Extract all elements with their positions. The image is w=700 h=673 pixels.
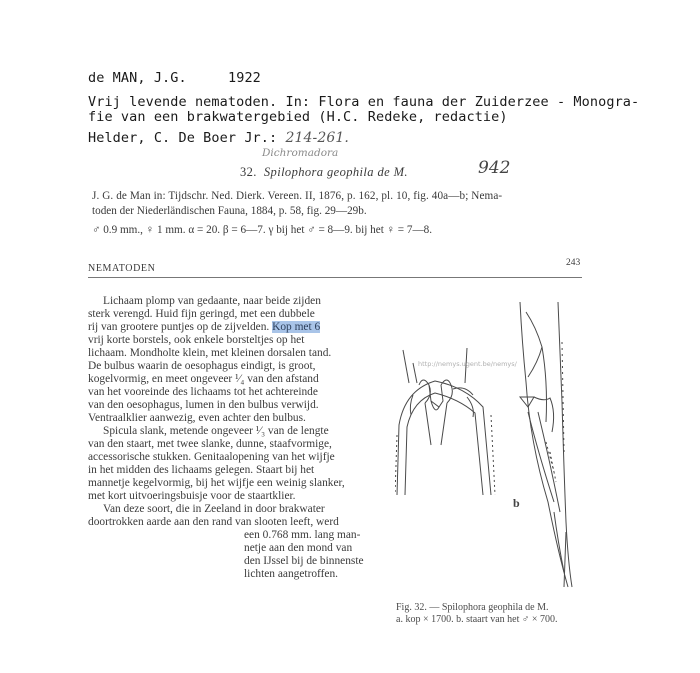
species-number: 32.: [240, 165, 257, 179]
handwritten-number: 942: [478, 158, 511, 178]
citation-title-line1: Vrij levende nematoden. In: Flora en fauna der Zuiderzee - Monogra-: [88, 94, 640, 110]
body-line: van den staart, met twee slanke, dunne, staafvormige,: [88, 438, 332, 450]
body-line: in het midden des lichaams gelegen. Staart bij het: [88, 464, 315, 476]
body-line: Spicula slank, metende ongeveer ¹⁄₃ van de lengte: [103, 425, 329, 437]
figure-tail-illustration: [498, 302, 588, 592]
species-measurements: ♂ 0.9 mm., ♀ 1 mm. α = 20. β = 6—7. γ bij het ♂ = 8—9. bij het ♀ = 7—8.: [92, 224, 433, 236]
body-line: een 0.768 mm. lang man-: [244, 529, 361, 541]
body-line: lichaam. Mondholte klein, met kleinen dorsalen tand.: [88, 347, 332, 359]
citation-publisher: [88, 130, 349, 146]
page-header-rule: [88, 277, 582, 278]
body-line: van het vooreinde des lichaams tot het achtereinde: [88, 386, 318, 398]
citation-pages: 214-261.: [285, 130, 349, 146]
body-line: sterk verengd. Huid fijn geringd, met een dubbele: [88, 308, 315, 320]
species-reference-line2: toden der Niederländischen Fauna, 1884, p. 58, fig. 29—29b.: [92, 205, 367, 217]
body-line: Ventraalklier aanwezig, even achter den bulbus.: [88, 412, 306, 424]
body-line: van den oesophagus, lumen in den bulbus verwijd.: [88, 399, 319, 411]
citation-author: de MAN, J.G.: [88, 70, 187, 86]
watermark: http://nemys.ugent.be/nemys/: [418, 360, 517, 368]
body-line: [88, 321, 320, 333]
body-line: Lichaam plomp van gedaante, naar beide zijden: [103, 295, 321, 307]
species-name: Spilophora geophila de M.: [263, 165, 408, 179]
body-line: met kort uitvoeringsbuisje voor de staartklier.: [88, 490, 296, 502]
body-line-part: rij van grootere puntjes op de zijvelden.: [88, 321, 270, 333]
figure-caption-line2: a. kop × 1700. b. staart van het ♂ × 700.: [396, 614, 558, 625]
body-line: den IJssel bij de binnenste: [244, 555, 364, 567]
citation-year: 1922: [228, 70, 261, 86]
citation-publisher-name: Helder, C. De Boer Jr.:: [88, 130, 278, 146]
citation-title-line2: fie van een brakwatergebied (H.C. Redeke, redactie): [88, 109, 508, 125]
page-section-title: NEMATODEN: [88, 263, 156, 274]
species-reference-line1: J. G. de Man in: Tijdschr. Ned. Dierk. Vereen. II, 1876, p. 162, pl. 10, fig. 40a—b; Nema-: [92, 190, 503, 202]
body-line: accessorische stukken. Genitaalopening van het wijfje: [88, 451, 335, 463]
handwritten-genus-note: Dichromadora: [262, 147, 339, 159]
body-line: lichten aangetroffen.: [244, 568, 339, 580]
highlighted-text: Kop met 6: [272, 321, 321, 333]
body-line: doortrokken aarde aan den rand van slooten leeft, werd: [88, 516, 339, 528]
figure-label-b: b: [513, 496, 520, 510]
body-line: vrij korte borstels, ook enkele borsteltjes op het: [88, 334, 305, 346]
body-line: kogelvormig, en meet ongeveer ¹⁄₄ van den afstand: [88, 373, 319, 385]
body-line: netje aan den mond van: [244, 542, 353, 554]
body-line: Van deze soort, die in Zeeland in door brakwater: [103, 503, 325, 515]
body-line: De bulbus waarin de oesophagus eindigt, is groot,: [88, 360, 316, 372]
figure-caption-line1: Fig. 32. — Spilophora geophila de M.: [396, 602, 549, 613]
species-heading: [240, 165, 408, 180]
page-number: 243: [566, 258, 581, 268]
body-line: mannetje kegelvormig, bij het wijfje een weinig slanker,: [88, 477, 345, 489]
